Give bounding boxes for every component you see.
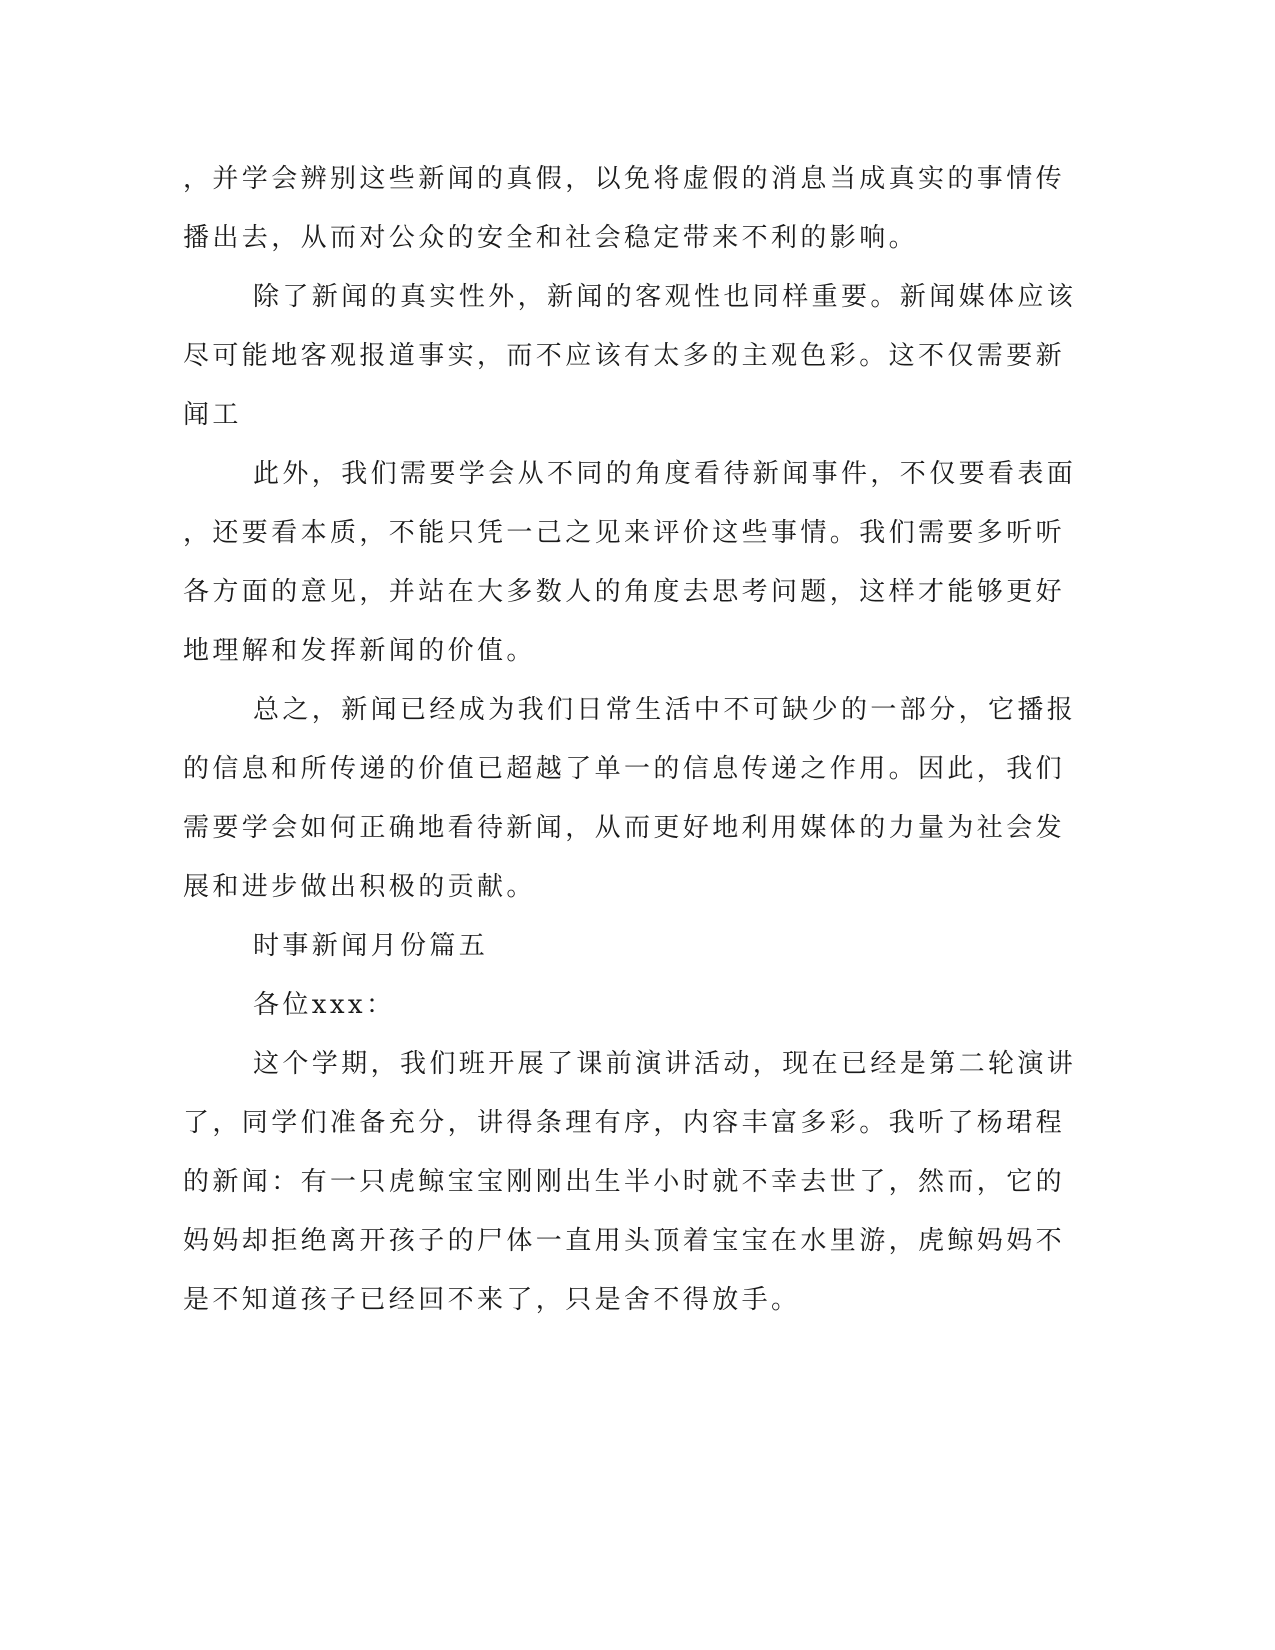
salutation-text: 各位xxx： <box>253 990 396 1020</box>
text-line: ，还要看本质，不能只凭一己之见来评价这些事情。我们需要多听听 <box>183 518 1066 548</box>
section-heading <box>183 917 1043 976</box>
text-line: 除了新闻的真实性外，新闻的客观性也同样重要。新闻媒体应该 <box>253 282 1077 312</box>
text-line: ，并学会辨别这些新闻的真假，以免将虚假的消息当成真实的事情传 <box>183 164 1066 194</box>
paragraph-2 <box>183 268 1077 445</box>
text-line: 需要学会如何正确地看待新闻，从而更好地利用媒体的力量为社会发 <box>183 813 1066 843</box>
text-line: 的信息和所传递的价值已超越了单一的信息传递之作用。因此，我们 <box>183 754 1066 784</box>
text-line: 妈妈却拒绝离开孩子的尸体一直用头顶着宝宝在水里游，虎鲸妈妈不 <box>183 1226 1066 1256</box>
text-line: 是不知道孩子已经回不来了，只是舍不得放手。 <box>183 1285 801 1315</box>
salutation <box>183 976 1043 1035</box>
text-line: 闻工 <box>183 400 242 430</box>
text-line: 展和进步做出积极的贡献。 <box>183 872 536 902</box>
text-line: 尽可能地客观报道事实，而不应该有太多的主观色彩。这不仅需要新 <box>183 341 1066 371</box>
text-line: 总之，新闻已经成为我们日常生活中不可缺少的一部分，它播报 <box>253 695 1077 725</box>
text-line: 的新闻：有一只虎鲸宝宝刚刚出生半小时就不幸去世了，然而，它的 <box>183 1167 1066 1197</box>
paragraph-1 <box>183 150 1066 268</box>
text-line: 播出去，从而对公众的安全和社会稳定带来不利的影响。 <box>183 223 919 253</box>
paragraph-4 <box>183 681 1077 917</box>
text-line: 这个学期，我们班开展了课前演讲活动，现在已经是第二轮演讲 <box>253 1049 1077 1079</box>
text-line: 各方面的意见，并站在大多数人的角度去思考问题，这样才能够更好 <box>183 577 1066 607</box>
paragraph-7 <box>183 1035 1077 1330</box>
body-text <box>183 150 1077 1330</box>
text-line: 了，同学们准备充分，讲得条理有序，内容丰富多彩。我听了杨珺程 <box>183 1108 1066 1138</box>
heading-text: 时事新闻月份篇五 <box>253 931 489 961</box>
paragraph-3 <box>183 445 1077 681</box>
text-line: 此外，我们需要学会从不同的角度看待新闻事件，不仅要看表面 <box>253 459 1077 489</box>
text-line: 地理解和发挥新闻的价值。 <box>183 636 536 666</box>
